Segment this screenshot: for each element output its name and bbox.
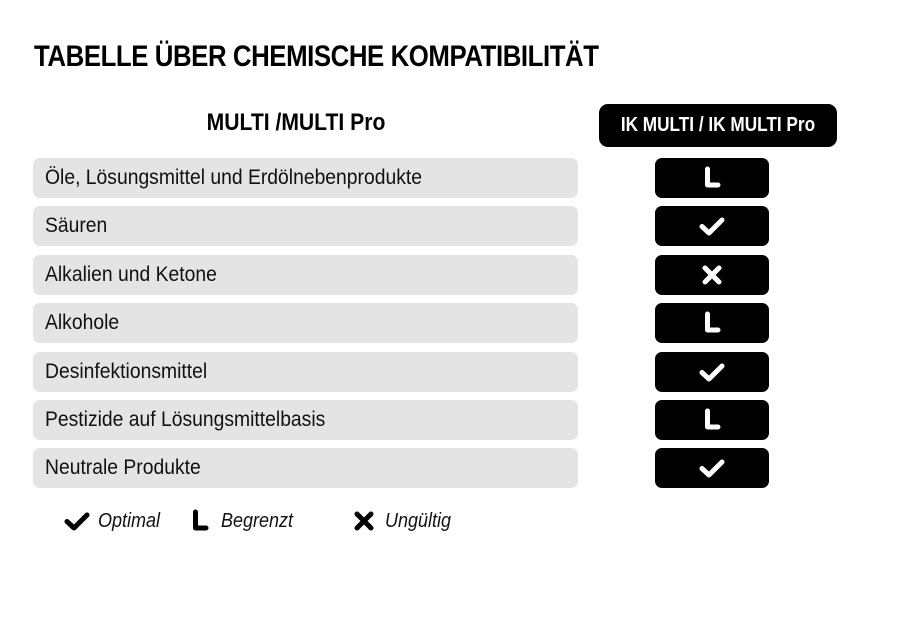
row-label-cell xyxy=(33,352,578,392)
rating-cell xyxy=(655,448,769,488)
row-label: Neutrale Produkte xyxy=(45,456,201,480)
rating-cell xyxy=(655,255,769,295)
legend-label: Begrenzt xyxy=(220,509,293,532)
row-label: Pestizide auf Lösungsmittelbasis xyxy=(45,407,326,431)
row-label-cell xyxy=(33,303,578,343)
row-label-cell xyxy=(33,206,578,246)
legend-label: Ungültig xyxy=(384,509,452,532)
l-shape-icon xyxy=(699,165,725,191)
check-icon xyxy=(64,508,90,534)
check-icon xyxy=(699,359,725,385)
check-icon xyxy=(699,213,725,239)
column-header-left: MULTI /MULTI Pro xyxy=(206,109,386,136)
cross-icon xyxy=(351,508,377,534)
row-label: Öle, Lösungsmittel und Erdölnebenprodukte xyxy=(45,166,422,189)
legend-item-invalid xyxy=(351,508,458,534)
legend-item-optimal xyxy=(64,508,167,534)
l-shape-icon xyxy=(699,310,725,336)
cross-icon xyxy=(351,508,377,534)
row-label-cell xyxy=(33,255,578,295)
rating-cell xyxy=(655,206,769,246)
row-label: Säuren xyxy=(45,214,108,238)
rating-cell xyxy=(655,303,769,343)
check-icon xyxy=(699,455,725,481)
check-icon xyxy=(64,508,90,534)
l-shape-icon xyxy=(699,407,725,433)
legend-label: Optimal xyxy=(98,509,161,532)
rating-cell xyxy=(655,400,769,440)
cross-icon xyxy=(699,262,725,288)
legend xyxy=(64,508,458,534)
rating-cell xyxy=(655,352,769,392)
row-label-cell xyxy=(33,448,578,488)
legend-item-limited xyxy=(187,508,301,534)
page-title: TABELLE ÜBER CHEMISCHE KOMPATIBILITÄT xyxy=(34,40,599,73)
column-header-right xyxy=(599,104,837,147)
column-header-right-label: IK MULTI / IK MULTI Pro xyxy=(620,114,816,136)
row-label: Alkohole xyxy=(45,311,120,335)
row-label: Desinfektionsmittel xyxy=(45,359,208,383)
row-label: Alkalien und Ketone xyxy=(45,262,217,286)
l-shape-icon xyxy=(187,508,213,534)
l-shape-icon xyxy=(187,508,213,534)
row-label-cell xyxy=(33,158,578,198)
rating-cell xyxy=(655,158,769,198)
row-label-cell xyxy=(33,400,578,440)
